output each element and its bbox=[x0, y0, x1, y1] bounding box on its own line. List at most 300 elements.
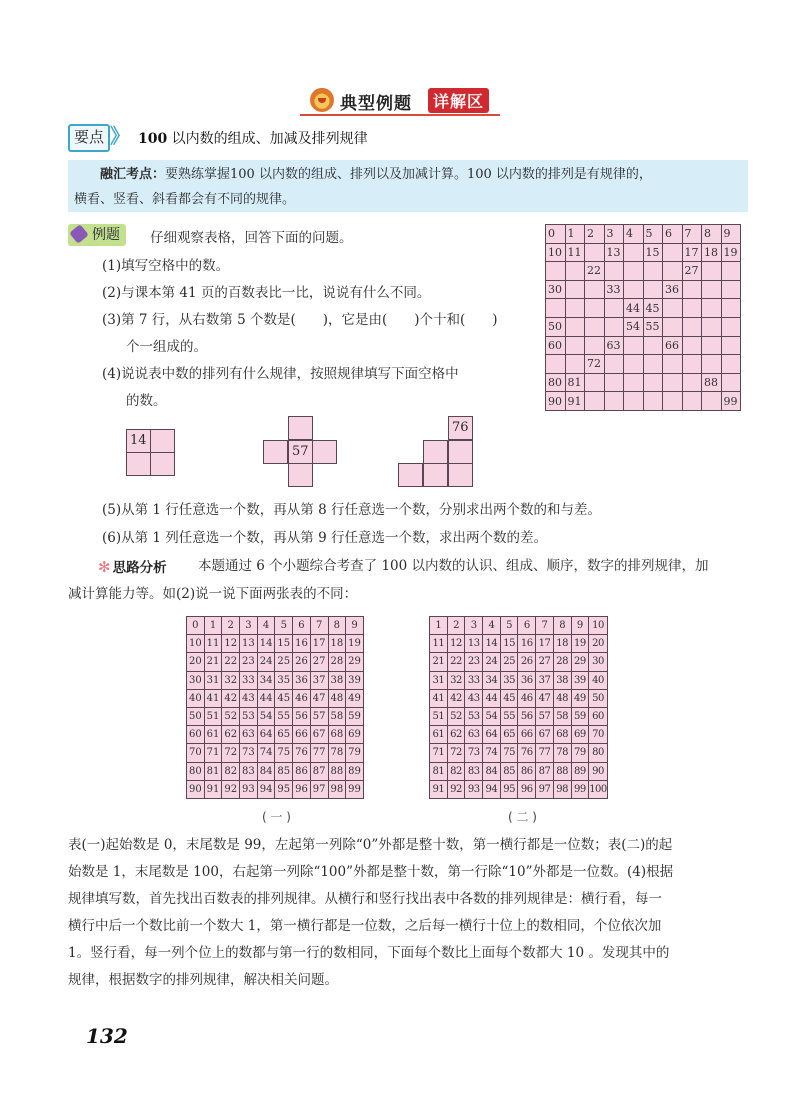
grid-cell: 53 bbox=[240, 707, 258, 725]
grid-cell: 76 bbox=[518, 744, 536, 762]
grid-row bbox=[546, 392, 741, 411]
grid-cell bbox=[721, 373, 741, 392]
grid-cell: 57 bbox=[536, 707, 554, 725]
grid-cell bbox=[702, 336, 722, 355]
grid-cell bbox=[565, 280, 585, 299]
grid-cell: 27 bbox=[310, 653, 328, 671]
question-3-cont: 个一组成的。 bbox=[126, 339, 207, 355]
analysis-paragraph-3: 规律填写数，首先找出百数表的排列规律。从横行和竖行找出表中各数的排列规律是：横行看，每一 bbox=[68, 891, 662, 907]
grid-cell: 68 bbox=[553, 726, 571, 744]
grid-cell: 53 bbox=[465, 707, 483, 725]
grid-cell: 22 bbox=[222, 653, 240, 671]
grid-cell: 55 bbox=[643, 317, 663, 336]
grid-row bbox=[430, 744, 608, 762]
grid-cell: 92 bbox=[447, 780, 465, 798]
grid-cell: 99 bbox=[346, 780, 364, 798]
grid-cell: 43 bbox=[240, 689, 258, 707]
grid-cell: 62 bbox=[447, 726, 465, 744]
grid-cell: 58 bbox=[328, 707, 346, 725]
grid-cell: 13 bbox=[604, 243, 624, 262]
analysis-paragraph-4: 横行中后一个数比前一个数大 1，第一横行都是一位数，之后每一横行十位上的数相同，个位依次加 bbox=[68, 918, 662, 934]
page-number: 132 bbox=[86, 1024, 128, 1048]
grid-cell bbox=[682, 355, 702, 374]
grid-cell bbox=[682, 373, 702, 392]
grid-cell: 97 bbox=[536, 780, 554, 798]
grid-cell: 60 bbox=[546, 336, 566, 355]
grid-cell: 33 bbox=[465, 671, 483, 689]
grid-cell bbox=[585, 243, 605, 262]
grid-cell bbox=[565, 336, 585, 355]
grid-cell: 19 bbox=[346, 635, 364, 653]
grid-cell: 54 bbox=[257, 707, 275, 725]
grid-cell: 33 bbox=[604, 280, 624, 299]
grid-cell bbox=[565, 299, 585, 318]
grid-cell: 66 bbox=[663, 336, 683, 355]
grid-cell: 59 bbox=[346, 707, 364, 725]
grid-cell: 44 bbox=[624, 299, 644, 318]
grid-row bbox=[430, 689, 608, 707]
grid-cell: 66 bbox=[518, 726, 536, 744]
grid-row bbox=[187, 635, 364, 653]
grid-row bbox=[187, 780, 364, 798]
fusion-box bbox=[68, 160, 748, 212]
grid-cell bbox=[585, 299, 605, 318]
grid-cell: 22 bbox=[447, 653, 465, 671]
grid-row bbox=[430, 762, 608, 780]
grid-row bbox=[187, 762, 364, 780]
grid-cell bbox=[663, 355, 683, 374]
grid-cell: 67 bbox=[536, 726, 554, 744]
grid-cell: 16 bbox=[293, 635, 311, 653]
grid-cell bbox=[702, 299, 722, 318]
grid-cell bbox=[546, 262, 566, 281]
grid-cell: 58 bbox=[553, 707, 571, 725]
grid-cell bbox=[604, 392, 624, 411]
analysis-paragraph-2: 始数是 1，末尾数是 100，右起第一列除“100”外都是整十数，第一行除“10”外都是一位数。(4)根据 bbox=[68, 864, 674, 880]
grid-cell bbox=[585, 280, 605, 299]
grid-cell: 69 bbox=[346, 726, 364, 744]
shape-cell bbox=[126, 452, 151, 476]
grid-cell: 27 bbox=[682, 262, 702, 281]
grid-cell: 3 bbox=[240, 617, 258, 635]
grid-row bbox=[187, 707, 364, 725]
grid-cell: 71 bbox=[204, 744, 222, 762]
grid-cell: 74 bbox=[257, 744, 275, 762]
grid-cell: 12 bbox=[447, 635, 465, 653]
grid-cell: 93 bbox=[465, 780, 483, 798]
grid-cell: 24 bbox=[257, 653, 275, 671]
grid-row bbox=[546, 299, 741, 318]
grid-cell: 85 bbox=[275, 762, 293, 780]
example-tag-label: 例题 bbox=[92, 227, 120, 243]
grid-cell: 77 bbox=[536, 744, 554, 762]
grid-row bbox=[546, 336, 741, 355]
shape-cell bbox=[423, 463, 448, 487]
grid-cell: 0 bbox=[546, 225, 566, 244]
grid-cell: 91 bbox=[204, 780, 222, 798]
banner-title: 典型例题 bbox=[340, 94, 412, 114]
grid-cell bbox=[721, 299, 741, 318]
grid-cell: 73 bbox=[240, 744, 258, 762]
shape-cell bbox=[448, 440, 473, 464]
analysis-paragraph-1: 表(一)起始数是 0，末尾数是 99，左起第一列除“0”外都是整十数，第一横行都是一位数；表(二)的起 bbox=[68, 837, 673, 853]
question-5: (5)从第 1 行任意选一个数，再从第 8 行任意选一个数，分别求出两个数的和与差。 bbox=[102, 502, 601, 518]
grid-cell: 48 bbox=[553, 689, 571, 707]
question-1: (1)填写空格中的数。 bbox=[102, 258, 230, 274]
grid-cell: 29 bbox=[346, 653, 364, 671]
grid-cell: 22 bbox=[585, 262, 605, 281]
grid-cell: 63 bbox=[240, 726, 258, 744]
grid-cell: 79 bbox=[571, 744, 589, 762]
grid-cell bbox=[585, 392, 605, 411]
grid-cell bbox=[663, 373, 683, 392]
grid-cell: 57 bbox=[310, 707, 328, 725]
example-intro: 仔细观察表格，回答下面的问题。 bbox=[150, 230, 353, 246]
grid-cell: 1 bbox=[565, 225, 585, 244]
hundred-chart-1 bbox=[186, 616, 364, 799]
grid-cell: 9 bbox=[721, 225, 741, 244]
grid-row bbox=[187, 726, 364, 744]
grid-cell: 3 bbox=[604, 225, 624, 244]
grid-cell: 98 bbox=[328, 780, 346, 798]
grid-cell: 71 bbox=[430, 744, 448, 762]
grid-cell: 76 bbox=[293, 744, 311, 762]
grid-cell: 39 bbox=[346, 671, 364, 689]
grid-cell: 8 bbox=[553, 617, 571, 635]
grid-cell: 23 bbox=[465, 653, 483, 671]
grid-cell bbox=[546, 355, 566, 374]
grid-cell: 47 bbox=[536, 689, 554, 707]
grid-cell: 68 bbox=[328, 726, 346, 744]
grid-cell: 47 bbox=[310, 689, 328, 707]
grid-cell: 93 bbox=[240, 780, 258, 798]
grid-cell: 17 bbox=[310, 635, 328, 653]
grid-cell: 64 bbox=[483, 726, 501, 744]
grid-cell: 91 bbox=[430, 780, 448, 798]
grid-cell: 75 bbox=[500, 744, 518, 762]
grid-cell: 18 bbox=[553, 635, 571, 653]
shape-cell bbox=[312, 440, 337, 464]
grid-cell: 11 bbox=[430, 635, 448, 653]
chevron-right-icon: 》 bbox=[110, 124, 130, 148]
grid-cell: 20 bbox=[589, 635, 608, 653]
question-4-cont: 的数。 bbox=[126, 393, 167, 409]
grid-cell: 90 bbox=[187, 780, 205, 798]
section-banner bbox=[310, 86, 492, 114]
grid-cell bbox=[604, 355, 624, 374]
grid-cell: 45 bbox=[275, 689, 293, 707]
grid-cell bbox=[643, 262, 663, 281]
grid-cell: 8 bbox=[702, 225, 722, 244]
grid-cell: 43 bbox=[465, 689, 483, 707]
grid-cell: 10 bbox=[546, 243, 566, 262]
shape-cell: 57 bbox=[288, 440, 313, 464]
grid-cell: 16 bbox=[518, 635, 536, 653]
grid-row bbox=[430, 780, 608, 798]
grid-cell: 49 bbox=[346, 689, 364, 707]
grid-cell: 41 bbox=[430, 689, 448, 707]
grid-cell: 5 bbox=[275, 617, 293, 635]
grid-cell: 14 bbox=[483, 635, 501, 653]
fusion-line-1: 要熟练掌握100 以内数的组成、排列以及加减计算。100 以内数的排列是有规律的， bbox=[165, 167, 652, 182]
grid-cell: 79 bbox=[346, 744, 364, 762]
grid-cell: 72 bbox=[585, 355, 605, 374]
hundred-chart-2 bbox=[429, 616, 608, 799]
grid-cell: 34 bbox=[257, 671, 275, 689]
table-2-caption: ( 二 ) bbox=[508, 810, 537, 824]
grid-cell: 96 bbox=[293, 780, 311, 798]
analysis-tag bbox=[98, 556, 167, 576]
grid-cell: 86 bbox=[293, 762, 311, 780]
grid-cell: 88 bbox=[328, 762, 346, 780]
grid-cell bbox=[643, 280, 663, 299]
grid-cell: 45 bbox=[500, 689, 518, 707]
grid-cell: 83 bbox=[465, 762, 483, 780]
analysis-paragraph-6: 规律，根据数字的排列规律，解决相关问题。 bbox=[68, 972, 338, 988]
grid-cell: 2 bbox=[447, 617, 465, 635]
lion-mascot-icon bbox=[310, 88, 334, 112]
grid-cell: 30 bbox=[589, 653, 608, 671]
grid-cell: 40 bbox=[187, 689, 205, 707]
grid-cell: 32 bbox=[222, 671, 240, 689]
grid-cell: 41 bbox=[204, 689, 222, 707]
grid-cell: 55 bbox=[275, 707, 293, 725]
grid-cell: 99 bbox=[571, 780, 589, 798]
grid-cell: 9 bbox=[346, 617, 364, 635]
grid-cell: 56 bbox=[293, 707, 311, 725]
grid-cell: 2 bbox=[585, 225, 605, 244]
grid-cell bbox=[546, 299, 566, 318]
grid-cell: 12 bbox=[222, 635, 240, 653]
grid-cell bbox=[585, 317, 605, 336]
grid-cell: 64 bbox=[257, 726, 275, 744]
grid-cell: 91 bbox=[565, 392, 585, 411]
grid-cell bbox=[604, 317, 624, 336]
grid-row bbox=[546, 280, 741, 299]
grid-cell: 48 bbox=[328, 689, 346, 707]
grid-cell: 6 bbox=[518, 617, 536, 635]
grid-cell: 50 bbox=[589, 689, 608, 707]
grid-cell bbox=[624, 355, 644, 374]
grid-cell: 13 bbox=[240, 635, 258, 653]
grid-cell: 19 bbox=[571, 635, 589, 653]
grid-cell bbox=[702, 355, 722, 374]
grid-cell: 81 bbox=[430, 762, 448, 780]
grid-cell: 31 bbox=[430, 671, 448, 689]
grid-cell bbox=[682, 336, 702, 355]
grid-cell bbox=[721, 280, 741, 299]
grid-cell: 81 bbox=[565, 373, 585, 392]
grid-cell: 54 bbox=[624, 317, 644, 336]
grid-cell bbox=[604, 262, 624, 281]
table-1-caption: ( 一 ) bbox=[262, 810, 291, 824]
grid-cell bbox=[663, 299, 683, 318]
grid-cell: 82 bbox=[222, 762, 240, 780]
grid-cell: 46 bbox=[518, 689, 536, 707]
grid-cell: 1 bbox=[204, 617, 222, 635]
grid-cell: 10 bbox=[589, 617, 608, 635]
grid-cell: 61 bbox=[204, 726, 222, 744]
grid-cell: 81 bbox=[204, 762, 222, 780]
grid-cell bbox=[643, 373, 663, 392]
grid-cell: 66 bbox=[293, 726, 311, 744]
question-2: (2)与课本第 41 页的百数表比一比，说说有什么不同。 bbox=[102, 285, 431, 301]
banner-underline bbox=[300, 114, 500, 116]
shape-cell bbox=[288, 463, 313, 487]
grid-cell bbox=[604, 373, 624, 392]
grid-cell: 28 bbox=[328, 653, 346, 671]
grid-cell: 39 bbox=[571, 671, 589, 689]
shape-cell bbox=[263, 440, 288, 464]
grid-cell: 5 bbox=[643, 225, 663, 244]
grid-cell: 35 bbox=[500, 671, 518, 689]
shape-cell bbox=[150, 452, 175, 476]
grid-cell: 42 bbox=[447, 689, 465, 707]
grid-cell: 19 bbox=[721, 243, 741, 262]
grid-cell: 32 bbox=[447, 671, 465, 689]
grid-cell: 89 bbox=[346, 762, 364, 780]
grid-cell: 14 bbox=[257, 635, 275, 653]
grid-cell: 36 bbox=[518, 671, 536, 689]
analysis-line-1: 本题通过 6 个小题综合考查了 100 以内数的认识、组成、顺序，数字的排列规律，加 bbox=[198, 558, 709, 574]
grid-cell: 2 bbox=[222, 617, 240, 635]
grid-cell: 84 bbox=[257, 762, 275, 780]
grid-cell: 23 bbox=[240, 653, 258, 671]
grid-cell bbox=[663, 392, 683, 411]
grid-cell bbox=[585, 336, 605, 355]
grid-cell bbox=[663, 317, 683, 336]
grid-cell: 55 bbox=[500, 707, 518, 725]
grid-cell: 52 bbox=[222, 707, 240, 725]
grid-cell: 95 bbox=[275, 780, 293, 798]
grid-cell: 94 bbox=[257, 780, 275, 798]
grid-cell: 38 bbox=[553, 671, 571, 689]
grid-cell: 34 bbox=[483, 671, 501, 689]
grid-cell bbox=[721, 336, 741, 355]
grid-cell: 90 bbox=[589, 762, 608, 780]
shape-cell: 14 bbox=[126, 429, 151, 453]
grid-cell: 29 bbox=[571, 653, 589, 671]
banner-badge: 详解区 bbox=[428, 88, 489, 113]
grid-cell bbox=[624, 262, 644, 281]
grid-cell: 7 bbox=[682, 225, 702, 244]
grid-cell: 21 bbox=[204, 653, 222, 671]
grid-cell: 7 bbox=[310, 617, 328, 635]
grid-cell: 92 bbox=[222, 780, 240, 798]
analysis-tag-label: 思路分析 bbox=[112, 560, 167, 576]
grid-cell: 1 bbox=[430, 617, 448, 635]
grid-cell: 17 bbox=[682, 243, 702, 262]
grid-cell bbox=[682, 299, 702, 318]
grid-cell: 38 bbox=[328, 671, 346, 689]
grid-cell: 50 bbox=[187, 707, 205, 725]
example-tag bbox=[68, 224, 126, 246]
grid-cell: 65 bbox=[500, 726, 518, 744]
grid-cell: 28 bbox=[553, 653, 571, 671]
key-point-tag: 要点 bbox=[68, 124, 110, 152]
question-6: (6)从第 1 列任意选一个数，再从第 9 行任意选一个数，求出两个数的差。 bbox=[102, 530, 547, 546]
grid-cell: 40 bbox=[589, 671, 608, 689]
grid-cell: 9 bbox=[571, 617, 589, 635]
grid-cell: 50 bbox=[546, 317, 566, 336]
key-point-title-text: 以内数的组成、加减及排列规律 bbox=[167, 131, 368, 147]
grid-row bbox=[430, 671, 608, 689]
grid-cell: 11 bbox=[565, 243, 585, 262]
grid-cell: 15 bbox=[643, 243, 663, 262]
grid-cell: 97 bbox=[310, 780, 328, 798]
grid-cell: 80 bbox=[546, 373, 566, 392]
grid-cell: 52 bbox=[447, 707, 465, 725]
key-point-title bbox=[138, 128, 368, 148]
grid-cell bbox=[702, 317, 722, 336]
grid-cell: 24 bbox=[483, 653, 501, 671]
grid-row bbox=[430, 726, 608, 744]
grid-cell: 78 bbox=[553, 744, 571, 762]
grid-cell: 13 bbox=[465, 635, 483, 653]
grid-cell: 33 bbox=[240, 671, 258, 689]
grid-cell: 84 bbox=[483, 762, 501, 780]
grid-cell bbox=[702, 280, 722, 299]
grid-row bbox=[430, 635, 608, 653]
key-point-title-number: 100 bbox=[138, 131, 168, 147]
grid-cell: 45 bbox=[643, 299, 663, 318]
grid-cell: 80 bbox=[589, 744, 608, 762]
grid-cell bbox=[721, 317, 741, 336]
grid-cell: 82 bbox=[447, 762, 465, 780]
grid-cell: 60 bbox=[187, 726, 205, 744]
grid-cell: 15 bbox=[500, 635, 518, 653]
grid-row bbox=[546, 262, 741, 281]
grid-cell: 20 bbox=[187, 653, 205, 671]
grid-row bbox=[546, 355, 741, 374]
grid-cell: 31 bbox=[204, 671, 222, 689]
grid-cell bbox=[643, 392, 663, 411]
grid-cell: 15 bbox=[275, 635, 293, 653]
grid-cell: 5 bbox=[500, 617, 518, 635]
grid-cell: 74 bbox=[483, 744, 501, 762]
grid-cell bbox=[663, 243, 683, 262]
grid-cell: 36 bbox=[663, 280, 683, 299]
grid-cell: 46 bbox=[293, 689, 311, 707]
grid-cell: 37 bbox=[536, 671, 554, 689]
grid-cell: 80 bbox=[187, 762, 205, 780]
grid-cell: 70 bbox=[187, 744, 205, 762]
grid-cell bbox=[682, 280, 702, 299]
grid-cell bbox=[565, 262, 585, 281]
grid-row bbox=[546, 225, 741, 244]
grid-row bbox=[546, 243, 741, 262]
question-3: (3)第 7 行，从右数第 5 个数是( )，它是由( )个十和( ) bbox=[102, 312, 498, 328]
grid-cell: 86 bbox=[518, 762, 536, 780]
grid-cell bbox=[624, 336, 644, 355]
grid-cell: 70 bbox=[589, 726, 608, 744]
shape-cell bbox=[398, 463, 423, 487]
grid-cell: 62 bbox=[222, 726, 240, 744]
fusion-line-2: 横看、竖看、斜看都会有不同的规律。 bbox=[74, 192, 296, 207]
grid-cell: 18 bbox=[328, 635, 346, 653]
grid-cell: 4 bbox=[624, 225, 644, 244]
grid-cell: 17 bbox=[536, 635, 554, 653]
grid-cell: 73 bbox=[465, 744, 483, 762]
grid-cell bbox=[682, 392, 702, 411]
grid-row bbox=[187, 617, 364, 635]
grid-cell: 42 bbox=[222, 689, 240, 707]
grid-cell: 95 bbox=[500, 780, 518, 798]
grid-cell: 25 bbox=[275, 653, 293, 671]
grid-cell: 37 bbox=[310, 671, 328, 689]
grid-cell: 90 bbox=[546, 392, 566, 411]
grid-cell: 10 bbox=[187, 635, 205, 653]
